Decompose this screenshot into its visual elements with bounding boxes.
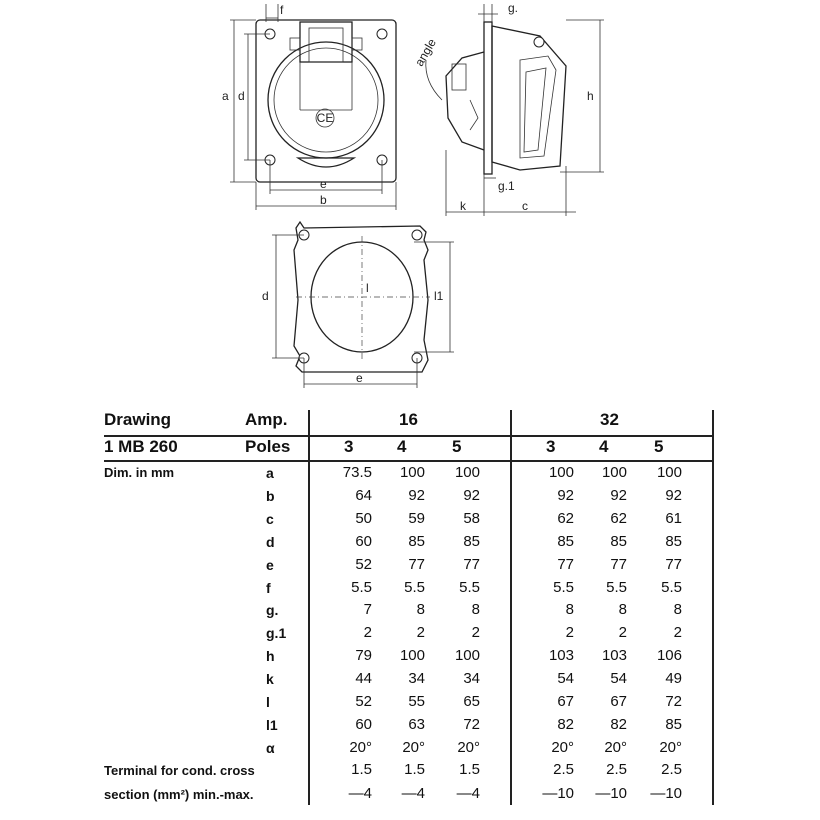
table-cell: 85: [665, 532, 682, 550]
table-cell: 20°: [604, 738, 627, 756]
row-label: g.: [266, 602, 279, 619]
table-cell: 2: [673, 624, 682, 642]
socket-outer-ring: [268, 42, 384, 158]
table-cell: 8: [673, 601, 682, 619]
table-cell: 54: [610, 670, 627, 688]
terminal-min-cell: 2.5: [553, 761, 574, 778]
row-label: α: [266, 739, 275, 756]
table-cell: 100: [399, 647, 425, 665]
dim-label-e: e: [320, 177, 327, 191]
side-lid-inner: [524, 68, 546, 152]
table-cell: 100: [601, 464, 627, 481]
table-cell: 5.5: [553, 578, 574, 596]
table-cell: 63: [408, 715, 425, 733]
table-cell: 5.5: [606, 578, 627, 596]
table-cell: 61: [665, 509, 682, 527]
row-label: h: [266, 648, 275, 665]
table-cell: 62: [557, 509, 574, 527]
dim-unit-label: Dim. in mm: [104, 465, 175, 480]
table-cell: 72: [463, 715, 480, 733]
row-label: l: [266, 694, 270, 710]
drawing-label: Drawing: [104, 410, 172, 429]
table-cell: 103: [548, 647, 574, 665]
table-cell: 2: [416, 624, 425, 642]
table-cell: 60: [355, 715, 372, 733]
table-cell: 8: [416, 601, 425, 619]
amp-group-16: 16: [399, 410, 418, 429]
dimension-table: [0, 400, 820, 820]
table-cell: 100: [454, 647, 480, 665]
panel-cutout-view: [262, 222, 454, 388]
table-cell: 100: [399, 464, 425, 481]
table-cell: 59: [408, 509, 425, 527]
table-cell: 77: [408, 555, 425, 573]
table-cell: 92: [557, 486, 574, 504]
table-cell: 92: [665, 486, 682, 504]
row-label: f: [266, 579, 271, 596]
table-cell: 67: [610, 693, 627, 710]
table-cell: 79: [355, 647, 372, 665]
row-label: e: [266, 556, 274, 573]
dim-label-l: l: [366, 281, 369, 295]
table-cell: 92: [610, 486, 627, 504]
table-cell: 85: [557, 532, 574, 550]
dim-label-cutout-d: d: [262, 289, 269, 303]
poles-value: 4: [599, 437, 609, 456]
table-cell: 85: [610, 532, 627, 550]
header-divider: [104, 435, 712, 437]
column-divider: [510, 410, 512, 805]
drawing-number: 1 MB 260: [104, 437, 178, 456]
table-cell: 49: [665, 670, 682, 688]
table-cell: 82: [610, 715, 627, 733]
terminal-min-cell: 1.5: [404, 761, 425, 778]
terminal-min-cell: 2.5: [606, 761, 627, 778]
table-cell: 50: [355, 509, 372, 527]
header-divider: [104, 460, 712, 462]
side-housing: [492, 26, 566, 170]
table-cell: 34: [408, 670, 425, 688]
row-label: d: [266, 533, 275, 550]
amp-label: Amp.: [245, 410, 288, 429]
terminal-max-cell: —10: [650, 785, 682, 802]
table-cell: 73.5: [342, 464, 372, 481]
table-cell: 55: [408, 693, 425, 710]
terminal-min-cell: 2.5: [661, 761, 682, 778]
terminal-max-cell: —4: [401, 785, 425, 802]
row-label: a: [266, 465, 274, 481]
table-cell: 2: [471, 624, 480, 642]
table-cell: 77: [557, 555, 574, 573]
poles-value: 5: [654, 437, 664, 456]
terminal-max-cell: —10: [542, 785, 574, 802]
front-view: [222, 3, 396, 210]
dim-label-b: b: [320, 193, 327, 207]
table-cell: 85: [665, 715, 682, 733]
table-cell: 62: [610, 509, 627, 527]
socket-lid-inner: [309, 28, 343, 62]
socket-inner-ring: [274, 48, 378, 152]
rear-terminal: [452, 64, 466, 90]
terminal-max-cell: —10: [595, 785, 627, 802]
dim-label-g1: g.1: [498, 179, 515, 193]
mounting-hole: [377, 29, 387, 39]
table-cell: 64: [355, 486, 372, 504]
table-cell: 2: [363, 624, 372, 642]
table-cell: 77: [610, 555, 627, 573]
table-cell: 20°: [349, 738, 372, 756]
table-cell: 77: [463, 555, 480, 573]
table-cell: 100: [454, 464, 480, 481]
table-cell: 82: [557, 715, 574, 733]
table-cell: 52: [355, 555, 372, 573]
table-cell: 2: [618, 624, 627, 642]
terminal-min-cell: 1.5: [351, 761, 372, 778]
terminal-min-cell: 1.5: [459, 761, 480, 778]
table-cell: 100: [656, 464, 682, 481]
angle-arc: [426, 60, 442, 100]
table-cell: 20°: [402, 738, 425, 756]
table-cell: 52: [355, 693, 372, 710]
table-cell: 54: [557, 670, 574, 688]
terminal-max-cell: —4: [456, 785, 480, 802]
column-divider: [712, 410, 714, 805]
table-cell: 103: [601, 647, 627, 665]
row-label: g.1: [266, 625, 287, 642]
poles-value: 3: [546, 437, 556, 456]
row-label: b: [266, 487, 275, 504]
technical-drawings: [0, 0, 820, 400]
table-cell: 100: [548, 464, 574, 481]
poles-value: 3: [344, 437, 354, 456]
table-cell: 60: [355, 532, 372, 550]
cutout-hole: [412, 230, 422, 240]
row-label: k: [266, 671, 274, 688]
side-view: [412, 1, 604, 216]
table-cell: 20°: [551, 738, 574, 756]
dim-label-d: d: [238, 89, 245, 103]
row-label: c: [266, 510, 274, 527]
table-cell: 65: [463, 693, 480, 710]
table-cell: 85: [408, 532, 425, 550]
terminal-label-line2: section (mm²) min.-max.: [104, 787, 254, 802]
table-cell: 92: [463, 486, 480, 504]
rear-detail: [470, 100, 478, 130]
table-cell: 8: [618, 601, 627, 619]
side-plate: [484, 22, 492, 174]
ce-mark: CE: [316, 111, 334, 125]
row-label: l1: [266, 716, 278, 733]
side-hinge: [534, 37, 544, 47]
table-cell: 92: [408, 486, 425, 504]
poles-value: 4: [397, 437, 407, 456]
column-divider: [308, 410, 310, 805]
table-cell: 67: [557, 693, 574, 710]
table-cell: 8: [471, 601, 480, 619]
table-cell: 2: [565, 624, 574, 642]
amp-group-32: 32: [600, 410, 619, 429]
table-cell: 5.5: [661, 578, 682, 596]
table-cell: 77: [665, 555, 682, 573]
table-cell: 85: [463, 532, 480, 550]
table-cell: 5.5: [459, 578, 480, 596]
angle-label: angle: [412, 36, 439, 69]
dim-label-a: a: [222, 89, 229, 103]
socket-bottom-lip: [298, 158, 354, 167]
dim-label-k: k: [460, 199, 466, 213]
dim-label-f: f: [280, 3, 284, 17]
table-cell: 5.5: [351, 578, 372, 596]
dim-label-l1: l1: [434, 289, 444, 303]
poles-label: Poles: [245, 437, 291, 456]
table-cell: 72: [665, 693, 682, 710]
terminal-label-line1: Terminal for cond. cross: [104, 763, 255, 778]
table-cell: 58: [463, 509, 480, 527]
terminal-max-cell: —4: [348, 785, 372, 802]
table-cell: 7: [363, 601, 372, 619]
table-cell: 106: [656, 647, 682, 665]
table-cell: 5.5: [404, 578, 425, 596]
table-cell: 20°: [457, 738, 480, 756]
table-cell: 8: [565, 601, 574, 619]
table-cell: 34: [463, 670, 480, 688]
dim-label-g: g.: [508, 1, 519, 15]
dim-label-cutout-e: e: [356, 371, 363, 385]
dim-label-c: c: [522, 199, 528, 213]
poles-value: 5: [452, 437, 462, 456]
table-cell: 20°: [659, 738, 682, 756]
dim-label-h: h: [587, 89, 594, 103]
table-cell: 44: [355, 670, 372, 688]
